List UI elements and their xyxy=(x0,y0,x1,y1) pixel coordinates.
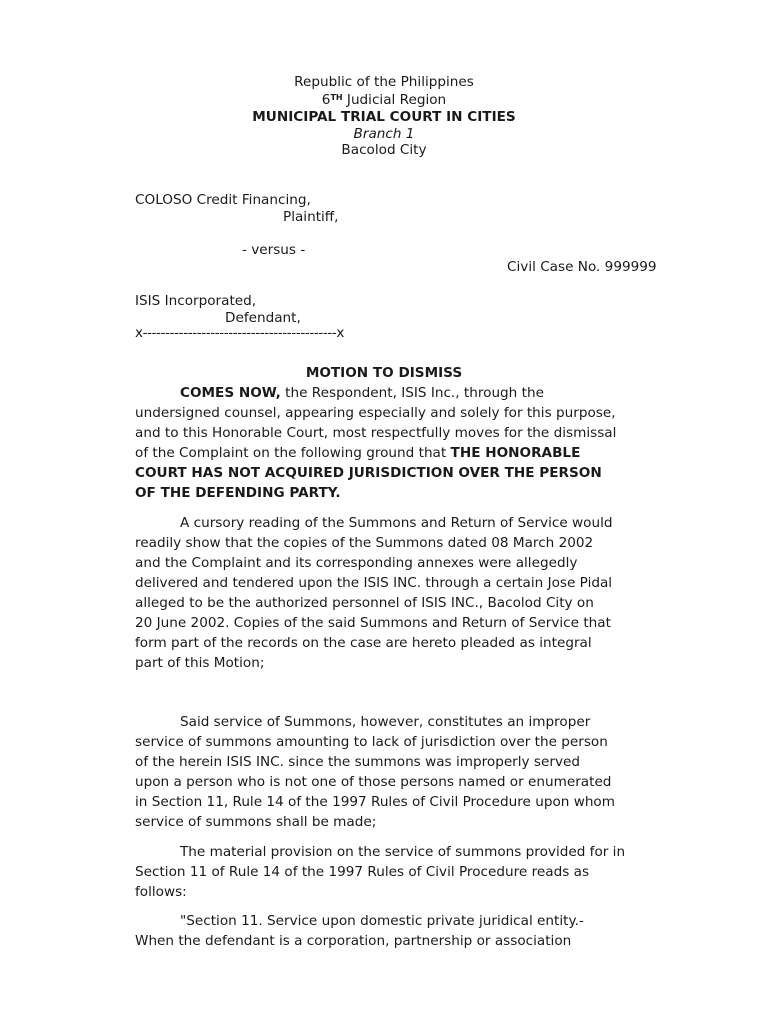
para3-line: of the herein ISIS INC. since the summons was improperly served xyxy=(135,754,580,770)
para2-line: alleged to be the authorized personnel of ISIS INC., Bacolod City on xyxy=(135,595,594,611)
para4-line: Section 11 of Rule 14 of the 1997 Rules of Civil Procedure reads as xyxy=(135,864,590,880)
region-ordinal: TH xyxy=(330,93,343,102)
para1-line-2: undersigned counsel, appearing especially and solely for this purpose, xyxy=(135,405,616,421)
caption-separator: x-------------------------------------------x xyxy=(135,325,345,341)
region-number: 6 xyxy=(321,92,331,108)
ground-bold-start: THE HONORABLE xyxy=(450,445,581,461)
para1-line-5: COURT HAS NOT ACQUIRED JURISDICTION OVER THE PERSON xyxy=(135,465,602,481)
para2-line: readily show that the copies of the Summons dated 08 March 2002 xyxy=(135,535,594,551)
para1-line-4-text: of the Complaint on the following ground that xyxy=(135,445,451,461)
para3-line: upon a person who is not one of those persons named or enumerated xyxy=(135,774,612,790)
para2-line: A cursory reading of the Summons and Return of Service would xyxy=(180,515,613,531)
para1-line-4 xyxy=(135,443,580,463)
plaintiff-name: COLOSO Credit Financing, xyxy=(135,192,311,208)
document-title: MOTION TO DISMISS xyxy=(305,365,463,381)
para2-line: and the Complaint and its corresponding annexes were allegedly xyxy=(135,555,578,571)
defendant-role: Defendant, xyxy=(225,310,301,326)
para1-line-3: and to this Honorable Court, most respectfully moves for the dismissal xyxy=(135,425,617,441)
plaintiff-role: Plaintiff, xyxy=(283,209,339,225)
para4-line: follows: xyxy=(135,884,187,900)
para3-line: Said service of Summons, however, constitutes an improper xyxy=(180,714,591,730)
para2-line: delivered and tendered upon the ISIS INC. through a certain Jose Pidal xyxy=(135,575,613,591)
comes-now: COMES NOW, xyxy=(180,385,281,401)
city-line: Bacolod City xyxy=(341,142,427,158)
court-name: MUNICIPAL TRIAL COURT IN CITIES xyxy=(252,109,516,125)
para1-line-1 xyxy=(180,383,544,403)
branch-line: Branch 1 xyxy=(353,126,415,142)
case-number: Civil Case No. 999999 xyxy=(507,259,657,275)
defendant-name: ISIS Incorporated, xyxy=(135,293,257,309)
para4-line: The material provision on the service of summons provided for in xyxy=(180,844,626,860)
para1-line-1-text: the Respondent, ISIS Inc., through the xyxy=(280,385,544,401)
para3-line: service of summons shall be made; xyxy=(135,814,377,830)
para3-line: in Section 11, Rule 14 of the 1997 Rules of Civil Procedure upon whom xyxy=(135,794,615,810)
quote-line: When the defendant is a corporation, partnership or association xyxy=(135,933,572,949)
republic-line: Republic of the Philippines xyxy=(294,74,474,90)
versus-line: - versus - xyxy=(242,242,306,258)
para2-line: form part of the records on the case are hereto pleaded as integral xyxy=(135,635,592,651)
para2-line: part of this Motion; xyxy=(135,655,265,671)
quote-line: "Section 11. Service upon domestic private juridical entity.- xyxy=(180,913,584,929)
para1-line-6: OF THE DEFENDING PARTY. xyxy=(135,485,341,501)
region-text: Judicial Region xyxy=(342,92,447,108)
para2-line: 20 June 2002. Copies of the said Summons and Return of Service that xyxy=(135,615,611,631)
para3-line: service of summons amounting to lack of jurisdiction over the person xyxy=(135,734,608,750)
